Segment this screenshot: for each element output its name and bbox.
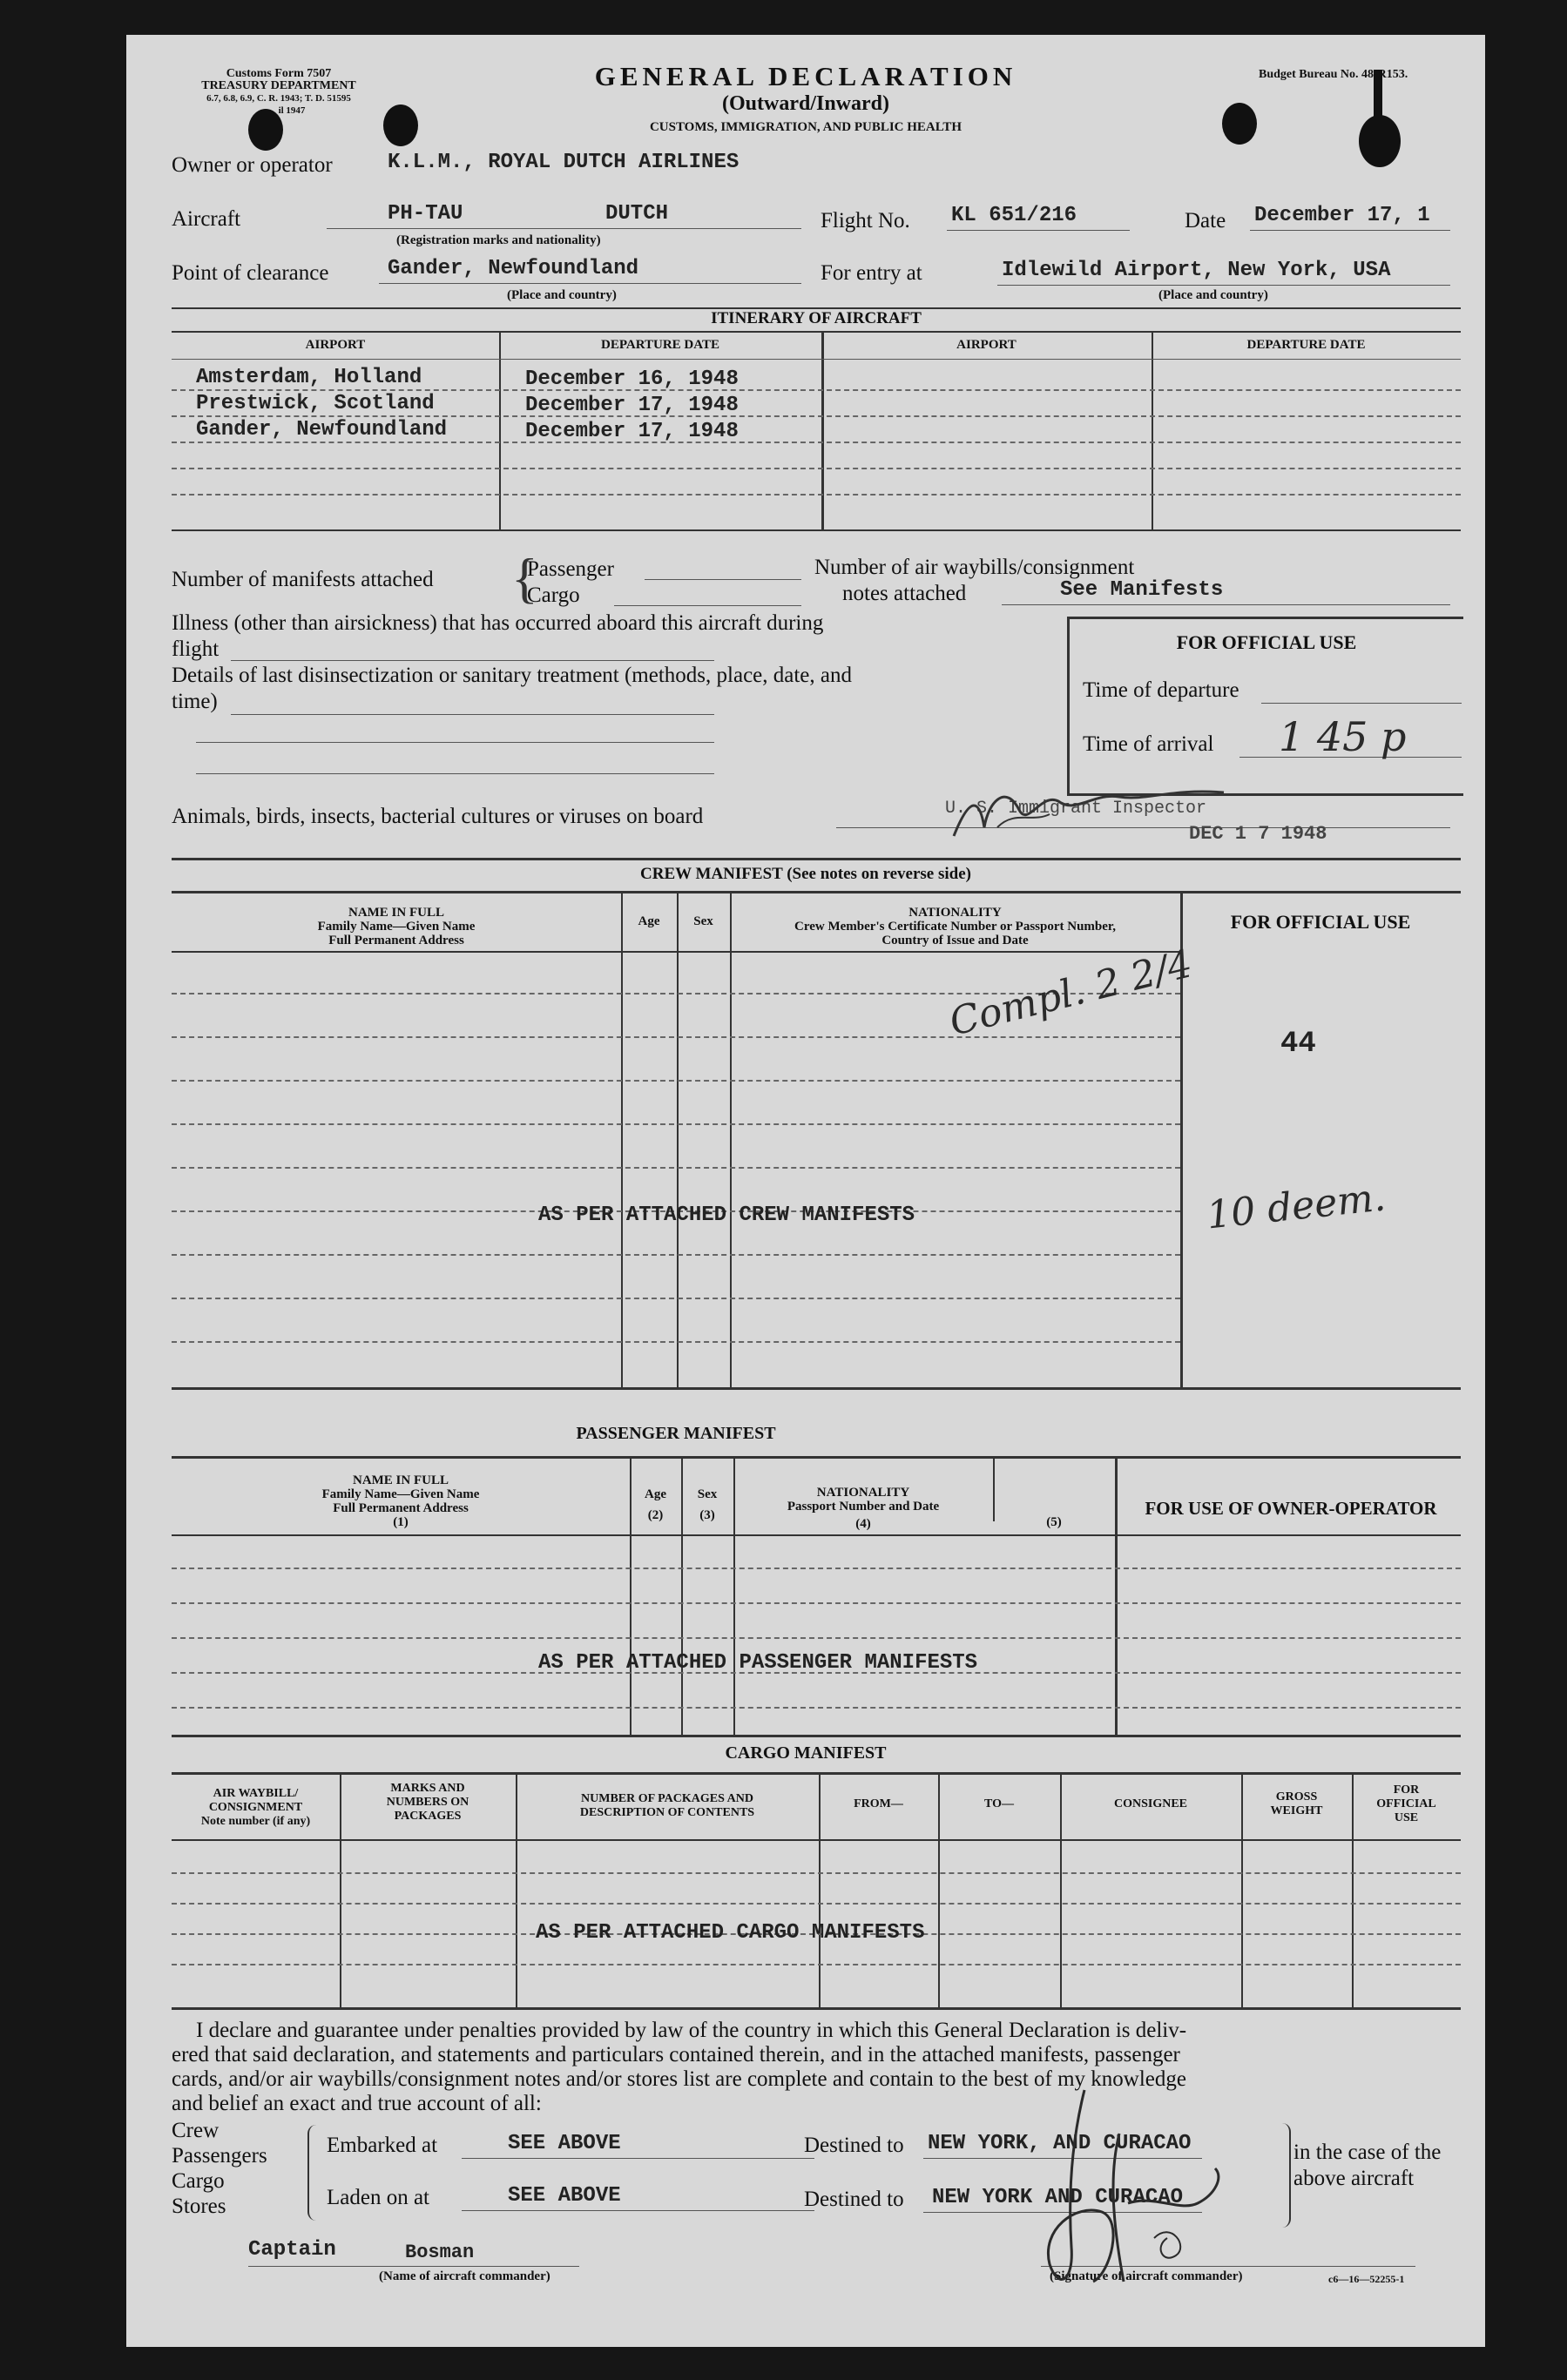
crew-col-age: Age [638,914,660,928]
official-use-box [1067,617,1463,796]
brace: { [511,547,538,609]
row-rule [172,1964,1461,1965]
aircraft-registration: PH-TAU [388,202,463,226]
field-line [231,660,714,661]
case-label: in the case of the [1293,2141,1442,2164]
inspector-role: U. S. Immigrant Inspector [945,799,1207,819]
header-line: (2) [647,1508,664,1522]
entry-line [997,285,1450,286]
general-declaration-form [126,35,1485,2347]
row-rule [172,1872,1461,1874]
row-rule [172,359,1461,360]
disinsectization-label: Details of last disinsectization or sanitary treatment (methods, place, date, and [172,664,852,687]
passenger-col-age [630,1487,681,1522]
cargo-col-official [1352,1783,1461,1825]
passenger-label: Passenger [527,557,614,581]
clearance-value: Gander, Newfoundland [388,257,639,280]
header-line: DESCRIPTION OF CONTENTS [579,1806,755,1819]
col-departure-date: DEPARTURE DATE [600,338,719,352]
col-divider [821,331,824,529]
passenger-title: PASSENGER MANIFEST [576,1424,776,1443]
destined-value: NEW YORK AND CURACAO [932,2186,1184,2209]
passenger-body: AS PER ATTACHED PASSENGER MANIFESTS [538,1651,978,1675]
row-rule [172,1254,1180,1256]
crew-handwritten-count: 10 deem. [1204,1175,1388,1238]
left-brace [307,2125,327,2221]
header-line: Age [645,1487,666,1501]
col-departure-date: DEPARTURE DATE [1246,338,1366,352]
laden-label: Laden on at [327,2186,430,2209]
row-rule [172,1903,1461,1905]
right-brace [1272,2123,1291,2228]
itinerary-header-rule [172,331,1461,333]
commander-name: Bosman [405,2242,475,2263]
row-rule [172,1707,1461,1709]
header-line: NUMBERS ON [386,1796,469,1809]
col-airport: AIRPORT [956,338,1017,352]
itinerary-airport: Prestwick, Scotland [196,392,435,415]
clearance-line [379,283,801,284]
row-rule [172,1123,1180,1125]
aircraft-label: Aircraft [172,207,241,231]
col-airport: AIRPORT [305,338,366,352]
itinerary-airport: Gander, Newfoundland [196,418,448,442]
disinsectization-label: time) [172,690,218,713]
aircraft-caption: (Registration marks and nationality) [396,233,601,247]
header-line: (3) [699,1508,715,1522]
cargo-col-gross [1241,1790,1352,1818]
row-rule [172,951,1180,953]
case-label: above aircraft [1293,2167,1415,2190]
field-line [1002,604,1450,605]
aircraft-nationality: DUTCH [605,202,669,226]
clearance-caption: (Place and country) [507,288,617,302]
cargo-col-consignee: CONSIGNEE [1113,1797,1188,1810]
row-rule [172,1080,1180,1082]
header-line: (4) [855,1517,871,1531]
field-line [196,742,714,743]
cargo-col-waybill [172,1787,340,1829]
departure-time-label: Time of departure [1083,678,1239,702]
waybills-label: notes attached [842,582,967,605]
header-line: OFFICIAL [1376,1797,1436,1810]
cargo-bottom-rule [172,2007,1461,2010]
row-rule [172,1298,1180,1299]
arrival-time-label: Time of arrival [1083,732,1214,756]
owner-label: Owner or operator [172,153,333,177]
passenger-top-rule [172,1387,1461,1390]
header-line: Country of Issue and Date [881,934,1029,947]
row-rule [172,1568,1461,1569]
flight-label: Flight No. [821,209,910,233]
cargo-col-from: FROM— [854,1797,903,1810]
entry-label: For entry at [821,261,922,285]
crew-header-rule [172,891,1461,893]
crew-top-rule [172,858,1461,860]
field-line [462,2158,814,2159]
header-line: Crew Member's Certificate Number or Passport Number, [794,920,1116,934]
cargo-title: CARGO MANIFEST [725,1743,887,1763]
form-subtitle: CUSTOMS, IMMIGRATION, AND PUBLIC HEALTH [649,120,962,134]
declaration-categories [172,2118,267,2219]
inspector-stamp-date: DEC 1 7 1948 [1189,823,1327,845]
aircraft-line [327,228,801,229]
header-line: Sex [697,1487,718,1501]
itinerary-bottom-rule [172,529,1461,531]
passenger-col-name [172,1473,630,1529]
illness-label: flight [172,637,220,661]
row-rule [172,1839,1461,1841]
cargo-header-rule [172,1772,1461,1775]
field-line [1261,703,1462,704]
header-line: Full Permanent Address [333,1501,469,1515]
row-rule [172,1602,1461,1604]
header-line: Note number (if any) [200,1815,311,1828]
header-line: PACKAGES [394,1810,462,1823]
crew-title: CREW MANIFEST (See notes on reverse side) [640,865,971,883]
flight-line [947,230,1130,231]
category-passengers: Passengers [172,2144,267,2168]
date-label: Date [1185,209,1226,233]
header-line: NUMBER OF PACKAGES AND [581,1792,753,1805]
crew-col-nationality [730,906,1180,947]
waybills-value: See Manifests [1060,578,1224,602]
header-line: AIR WAYBILL/ [213,1787,299,1800]
embarked-value: SEE ABOVE [508,2132,621,2155]
col-divider [993,1456,995,1521]
declaration-line: I declare and guarantee under penalties provided by law of the country in which this General Declaration is deliv- [196,2019,1187,2042]
budget-bureau: Budget Bureau No. 48-R153. [1259,68,1408,81]
header-line: GROSS [1275,1790,1318,1804]
header-line: Passport Number and Date [787,1500,940,1514]
manifests-count-label: Number of manifests attached [172,568,434,591]
arrival-time-value: 1 45 p [1279,713,1407,760]
clearance-label: Point of clearance [172,261,329,285]
field-line [231,714,714,715]
owner-operator-col: FOR USE OF OWNER-OPERATOR [1145,1498,1437,1519]
header-line: NATIONALITY [908,906,1002,920]
col-divider [677,891,679,1387]
row-rule [172,1036,1180,1038]
commander-title: Captain [248,2238,336,2262]
form-number: Customs Form 7507 [226,67,332,80]
row-rule [172,415,1461,417]
itinerary-title: ITINERARY OF AIRCRAFT [711,309,922,327]
cargo-label: Cargo [527,583,580,607]
regulations: 6.7, 6.8, 6.9, C. R. 1943; T. D. 51595 [206,93,351,104]
row-rule [172,1341,1180,1343]
official-use-title: FOR OFFICIAL USE [1176,631,1357,653]
passenger-col-5: (5) [1046,1515,1062,1529]
header-line: CONSIGNMENT [208,1801,303,1814]
passenger-col-nationality [733,1486,993,1531]
form-title: GENERAL DECLARATION [594,61,1017,91]
row-rule [172,1167,1180,1169]
row-rule [172,1534,1461,1536]
passenger-header-rule [172,1456,1461,1459]
row-rule [172,442,1461,443]
itinerary-date: December 17, 1948 [525,420,739,443]
col-divider [730,891,732,1387]
flight-number: KL 651/216 [951,204,1077,227]
commander-signature [980,2073,1241,2299]
row-rule [172,389,1461,391]
field-line [462,2210,814,2211]
header-line: NATIONALITY [816,1486,910,1500]
crew-col-official: FOR OFFICIAL USE [1230,911,1411,933]
col-divider [621,891,623,1387]
category-crew: Crew [172,2119,220,2142]
declaration-line: and belief an exact and true account of all: [172,2092,542,2115]
embarked-label: Embarked at [327,2134,438,2157]
header-line: MARKS AND [390,1782,465,1795]
field-line [248,2266,579,2267]
signature-caption: (Signature of aircraft commander) [1050,2269,1243,2283]
cargo-col-packages [516,1792,819,1820]
waybills-label: Number of air waybills/consignment [814,556,1135,579]
owner-value: K.L.M., ROYAL DUTCH AIRLINES [388,151,740,174]
entry-value: Idlewild Airport, New York, USA [1002,259,1391,282]
cargo-col-marks [340,1782,516,1824]
passenger-col-sex [681,1487,733,1522]
itinerary-date: December 17, 1948 [525,394,739,417]
cargo-body: AS PER ATTACHED CARGO MANIFESTS [536,1921,925,1945]
entry-caption: (Place and country) [1158,288,1268,302]
field-line [645,579,801,580]
illness-label: Illness (other than airsickness) that has occurred aboard this aircraft during [172,611,824,635]
category-stores: Stores [172,2195,226,2218]
destined-value: NEW YORK, AND CURACAO [928,2132,1192,2155]
header-line: FOR [1393,1783,1420,1797]
col-divider [1115,1456,1118,1735]
row-rule [172,1637,1461,1639]
date-line [1250,230,1450,231]
row-rule [172,468,1461,469]
header-line: NAME IN FULL [348,906,444,920]
laden-value: SEE ABOVE [508,2184,621,2208]
declaration-line: ered that said declaration, and statements and particulars contained therein, and in the attached manifests, passenger [172,2043,1180,2066]
crew-body: AS PER ATTACHED CREW MANIFESTS [538,1203,915,1227]
form-date: il 1947 [278,105,306,116]
col-divider [1152,331,1153,529]
field-line [614,605,801,606]
department: TREASURY DEPARTMENT [201,79,356,92]
category-cargo: Cargo [172,2169,225,2193]
header-line: WEIGHT [1270,1804,1323,1817]
crew-number: 44 [1280,1028,1316,1061]
print-code: c6—16—52255-1 [1328,2273,1405,2285]
header-line: Family Name—Given Name [317,920,476,934]
field-line [196,773,714,774]
header-line: (1) [393,1515,409,1529]
destined-label: Destined to [804,2134,904,2157]
crew-handwritten-note: Compl. 2 2/4 [945,941,1197,1045]
crew-col-sex: Sex [693,914,713,928]
header-line: Family Name—Given Name [321,1487,480,1501]
animals-label: Animals, birds, insects, bacterial cultures or viruses on board [172,805,704,828]
header-line: USE [1394,1811,1419,1824]
itinerary-airport: Amsterdam, Holland [196,366,422,389]
date-value: December 17, 1 [1254,204,1430,227]
itinerary-date: December 16, 1948 [525,367,739,391]
cargo-col-to: TO— [984,1797,1014,1810]
row-rule [172,494,1461,496]
cargo-top-rule [172,1735,1461,1737]
commander-name-caption: (Name of aircraft commander) [379,2269,550,2283]
header-line: NAME IN FULL [352,1473,449,1487]
crew-col-name [172,906,621,947]
direction: (Outward/Inward) [721,92,889,115]
inspector-signature [945,775,1241,853]
destined-label: Destined to [804,2188,904,2211]
header-line: Full Permanent Address [328,934,464,947]
declaration-line: cards, and/or air waybills/consignment notes and/or stores list are complete and contain to the best of my knowledge [172,2067,1186,2091]
col-divider [499,331,501,529]
